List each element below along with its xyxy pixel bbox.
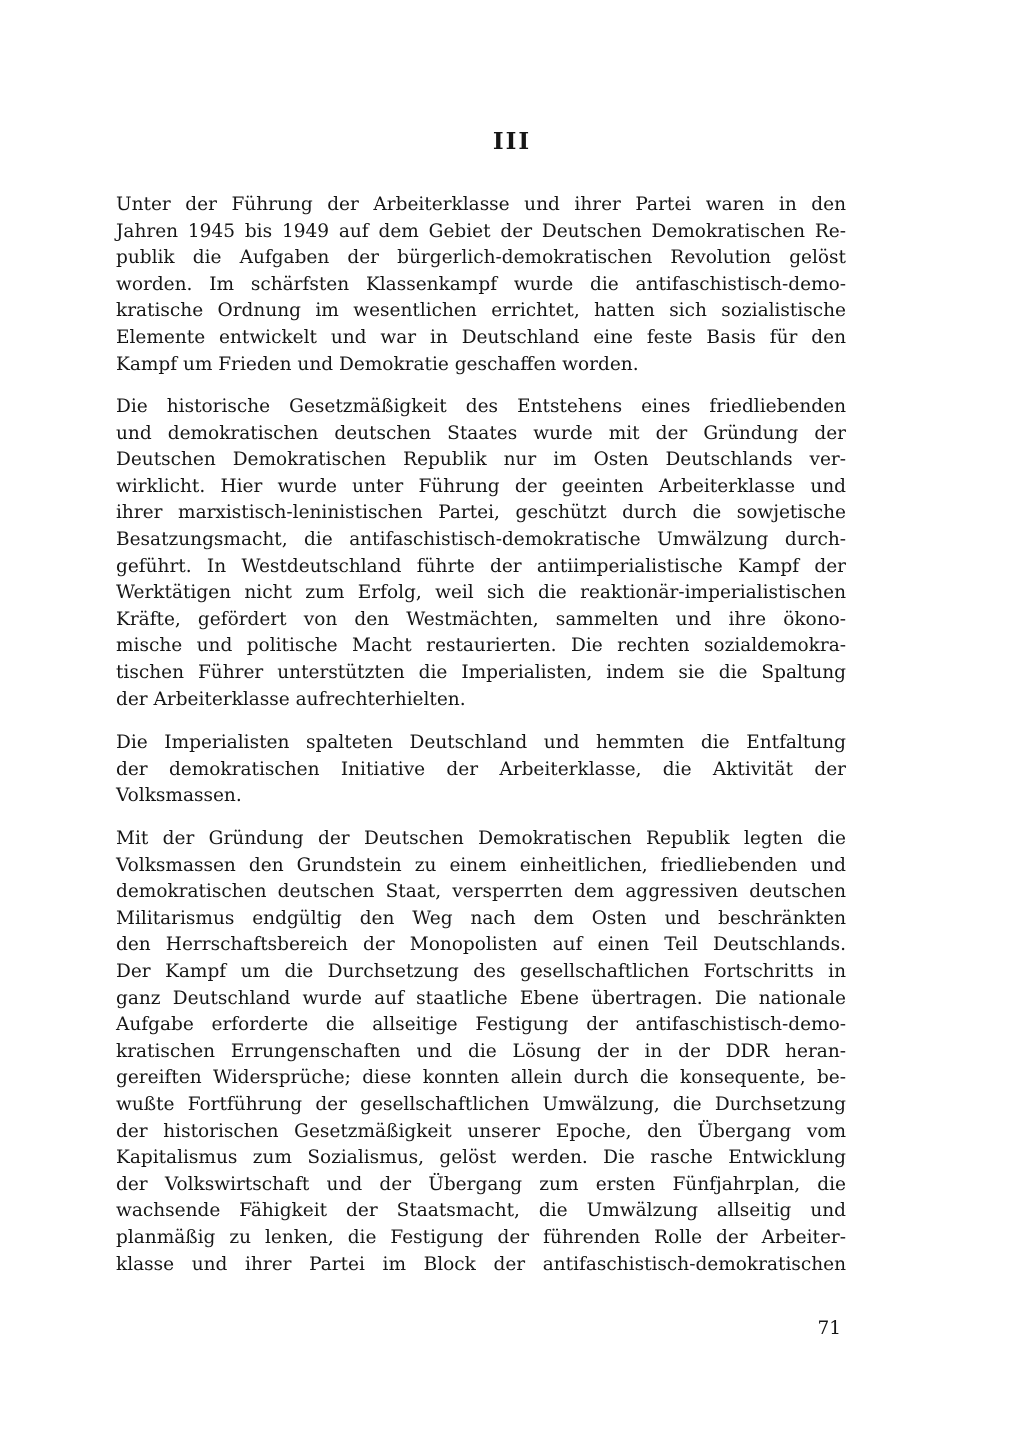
text-line: publik die Aufgaben der bürgerlich-demokratischen Revolution gelöst [116,247,846,269]
paragraph-2 [116,394,846,713]
text-line: der demokratischen Initiative der Arbeiterklasse, die Aktivität der [116,758,846,780]
text-line: Besatzungsmacht, die antifaschistisch-demokratische Umwälzung durch- [116,528,846,550]
text-line: der Arbeiterklasse aufrechterhielten. [116,688,466,710]
text-line: gereiften Widersprüche; diese konnten allein durch die konsequente, be- [116,1067,846,1089]
text-line: Mit der Gründung der Deutschen Demokratischen Republik legten die [116,828,846,849]
text-line: Die Imperialisten spalteten Deutschland und hemmten die Entfaltung [116,732,846,753]
text-line: wachsende Fähigkeit der Staatsmacht, die Umwälzung allseitig und [116,1200,846,1222]
paragraph-4 [116,826,846,1278]
text-line: Kampf um Frieden und Demokratie geschaffen worden. [116,353,639,375]
text-line: Militarismus endgültig den Weg nach dem Osten und beschränkten [116,907,846,929]
text-line: Volksmassen. [116,785,242,807]
text-line: worden. Im schärfsten Klassenkampf wurde die antifaschistisch-demo- [116,273,846,295]
text-line: den Herrschaftsbereich der Monopolisten auf einen Teil Deutschlands. [116,934,846,956]
text-line: ihrer marxistisch-leninistischen Partei, geschützt durch die sowjetische [116,502,846,524]
text-line: klasse und ihrer Partei im Block der antifaschistisch-demokratischen [116,1253,846,1275]
text-line: Unter der Führung der Arbeiterklasse und ihrer Partei waren in den [116,194,846,215]
text-line: mische und politische Macht restaurierten. Die rechten sozialdemokra- [116,635,846,657]
text-line: der historischen Gesetzmäßigkeit unserer Epoche, den Übergang vom [116,1120,846,1142]
text-line: Elemente entwickelt und war in Deutschland eine feste Basis für den [116,326,846,348]
text-line: Kräfte, gefördert von den Westmächten, sammelten und ihre ökono- [116,608,846,630]
text-line: Jahren 1945 bis 1949 auf dem Gebiet der Deutschen Demokratischen Re- [116,220,846,242]
text-line: kratischen Errungenschaften und die Lösung der in der DDR heran- [116,1040,846,1062]
text-line: der Volkswirtschaft und der Übergang zum ersten Fünfjahrplan, die [116,1173,846,1195]
text-line: demokratischen deutschen Staat, versperrten dem aggressiven deutschen [116,881,846,903]
paragraph-1 [116,192,846,378]
text-line: Der Kampf um die Durchsetzung des gesellschaftlichen Fortschritts in [116,960,846,982]
text-line: und demokratischen deutschen Staates wurde mit der Gründung der [116,422,846,444]
text-line: ganz Deutschland wurde auf staatliche Ebene übertragen. Die nationale [116,987,846,1009]
text-line: planmäßig zu lenken, die Festigung der führenden Rolle der Arbeiter- [116,1226,846,1248]
page-number: 71 [817,1318,841,1339]
section-heading: III [492,128,532,155]
text-line: tischen Führer unterstützten die Imperialisten, indem sie die Spaltung [116,661,846,683]
paragraph-3 [116,730,846,810]
text-line: kratische Ordnung im wesentlichen errichtet, hatten sich sozialistische [116,300,846,322]
text-line: Volksmassen den Grundstein zu einem einheitlichen, friedliebenden und [116,854,846,876]
text-line: wußte Fortführung der gesellschaftlichen Umwälzung, die Durchsetzung [116,1093,846,1115]
text-line: Aufgabe erforderte die allseitige Festigung der antifaschistisch-demo- [116,1014,846,1036]
text-line: wirklicht. Hier wurde unter Führung der geeinten Arbeiterklasse und [116,475,846,497]
text-line: Werktätigen nicht zum Erfolg, weil sich die reaktionär-imperialistischen [116,582,846,604]
text-line: Deutschen Demokratischen Republik nur im Osten Deutschlands ver- [116,449,846,471]
text-line: Kapitalismus zum Sozialismus, gelöst werden. Die rasche Entwicklung [116,1147,846,1169]
text-line: Die historische Gesetzmäßigkeit des Entstehens eines friedliebenden [116,396,846,417]
text-line: geführt. In Westdeutschland führte der antiimperialistische Kampf der [116,555,846,577]
